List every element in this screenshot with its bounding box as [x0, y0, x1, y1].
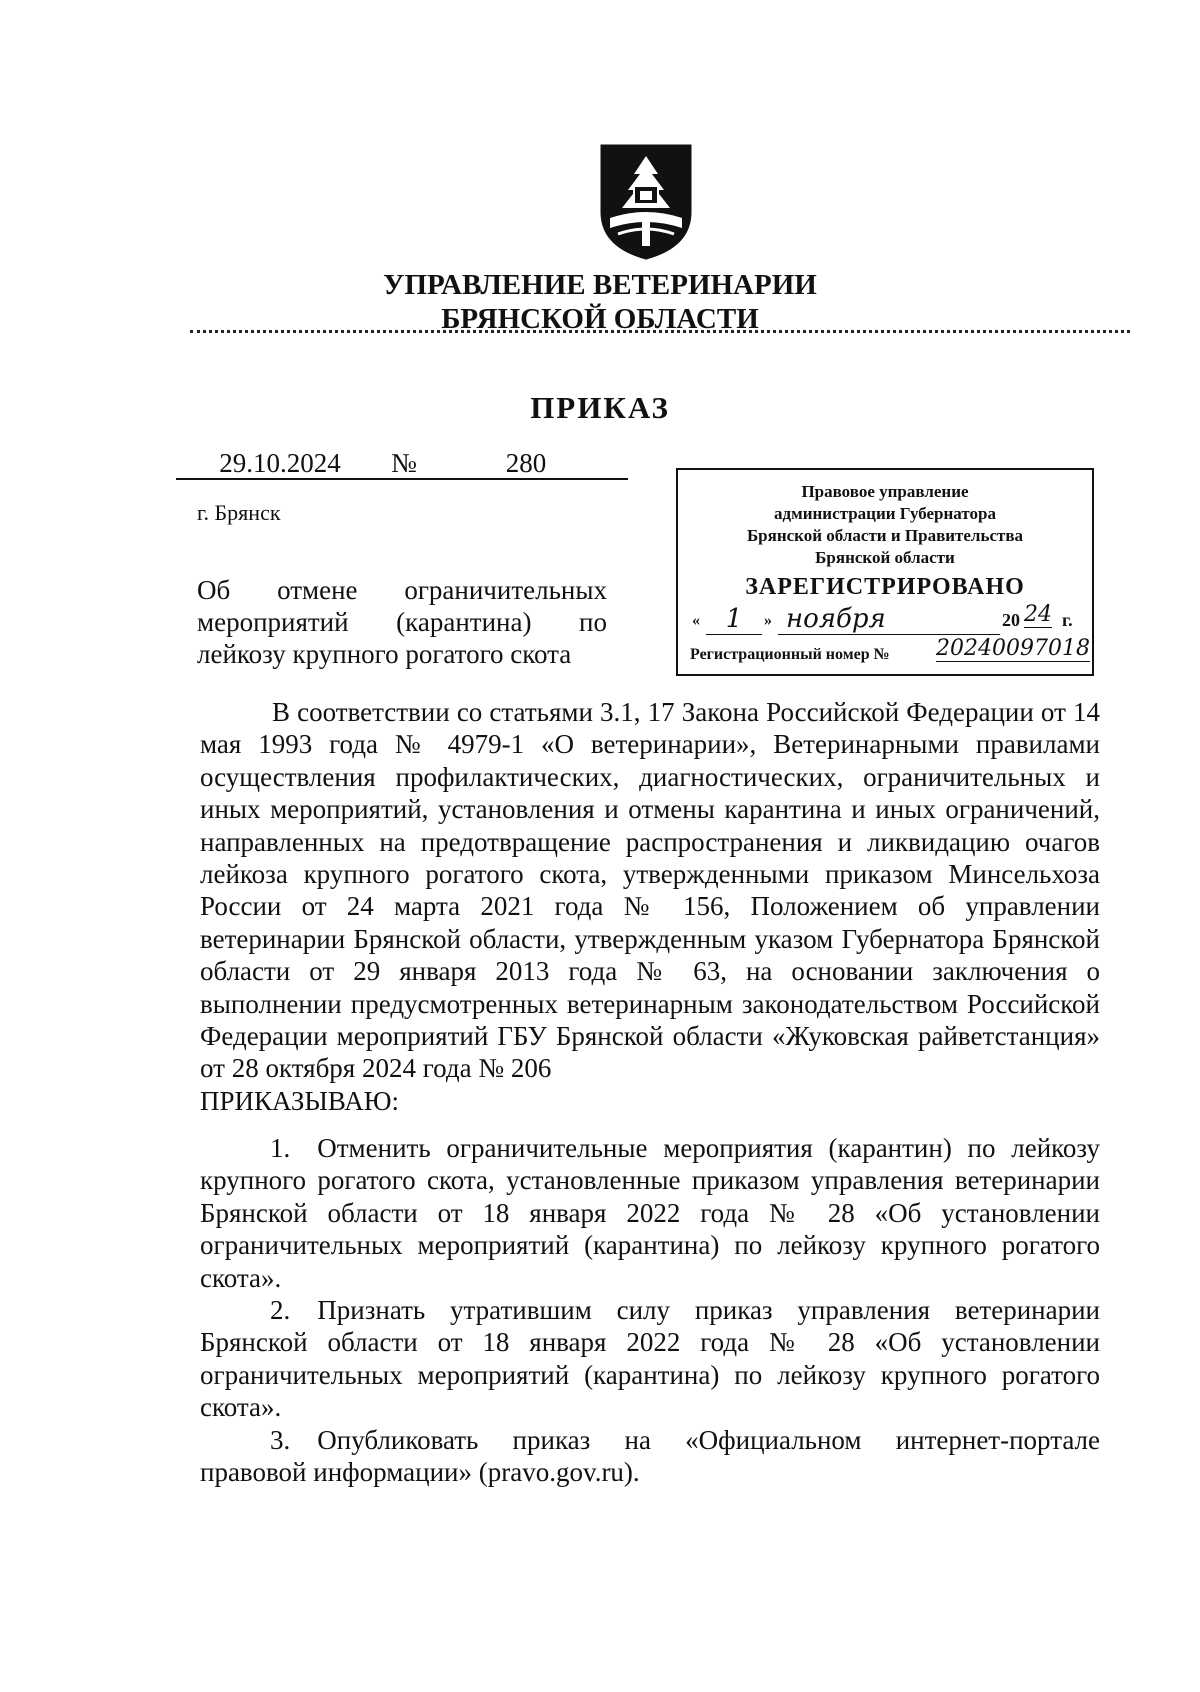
number-label: № [384, 448, 424, 480]
coat-of-arms-emblem [598, 142, 694, 262]
subject-word: отмене [277, 575, 358, 605]
document-date: 29.10.2024 [176, 448, 384, 480]
order-subject [197, 574, 607, 670]
stamp-registered: ЗАРЕГИСТРИРОВАНО [745, 574, 1025, 600]
stamp-line: Брянской области [815, 548, 955, 567]
preamble-paragraph: В соответствии со статьями 3.1, 17 Закона Российской Федерации от 14 мая 1993 года № 4979-1 «О ветеринарии», Ветеринарными правилами осуществления профилактических, диагностических, ограничительных и иных мероприятий, установления и отмены карантина и иных ограничений, направленных на предотвращение распространения и ликвидацию очагов лейкоза крупного рогатого скота, утвержденными приказом Минсельхоза России от 24 марта 2021 года № 156, Положением об управлении ветеринарии Брянской области, утвержденным указом Губернатора Брянской области от 29 января 2013 года № 63, на основании заключения о выполнении предусмотренных ветеринарным законодательством Российской Федерации мероприятий ГБУ Брянской области «Жуковская райветстанция» от 28 октября 2024 года № 206 [200, 697, 1100, 1084]
subject-word: ограничительных [404, 575, 607, 605]
stamp-reg-label: Регистрационный номер № [690, 646, 890, 663]
quote-close: » [764, 612, 772, 629]
stamp-year-suffix: 24 [1024, 602, 1052, 627]
org-name-line2: БРЯНСКОЙ ОБЛАСТИ [441, 303, 759, 335]
stamp-line: администрации Губернатора [774, 504, 996, 523]
subject-line: лейкозу крупного рогатого скота [197, 639, 572, 669]
subject-word: мероприятий [197, 607, 349, 637]
header-divider [190, 330, 1130, 333]
stamp-line: Брянской области и Правительства [746, 526, 1024, 545]
stamp-day: 1 [706, 604, 762, 635]
subject-word: Об [197, 575, 231, 605]
quote-open: « [692, 612, 700, 629]
order-body [200, 696, 1100, 1117]
stamp-reg-number: 20240097018 [936, 636, 1090, 661]
order-item: 1. Отменить ограничительные мероприятия (карантин) по лейкозу крупного рогатого скота, установленные приказом управления ветеринарии Брянской области от 18 января 2022 года № 28 «Об установлении ограничительных мероприятий (карантина) по лейкозу крупного рогатого скота». [200, 1133, 1100, 1293]
order-item: 3. Опубликовать приказ на «Официальном интернет-портале правовой информации» (pravo.gov.ru). [200, 1424, 1100, 1488]
org-name-line1: УПРАВЛЕНИЕ ВЕТЕРИНАРИИ [383, 269, 817, 301]
subject-word: (карантина) [396, 607, 532, 637]
stamp-month: ноября [778, 604, 1000, 635]
document-title: ПРИКАЗ [530, 390, 670, 425]
subject-word: по [579, 607, 607, 637]
order-word: ПРИКАЗЫВАЮ: [200, 1085, 399, 1116]
stamp-year-unit: г. [1062, 610, 1073, 630]
document-number: 280 [424, 448, 628, 480]
stamp-line: Правовое управление [801, 482, 969, 501]
city: г. Брянск [197, 500, 281, 525]
registration-stamp [676, 468, 1094, 676]
stamp-year-prefix: 20 [1002, 610, 1020, 630]
order-item: 2. Признать утратившим силу приказ управления ветеринарии Брянской области от 18 января 2022 года № 28 «Об установлении ограничительных мероприятий (карантина) по лейкозу крупного рогатого скота». [200, 1295, 1100, 1423]
order-items [200, 1132, 1100, 1488]
